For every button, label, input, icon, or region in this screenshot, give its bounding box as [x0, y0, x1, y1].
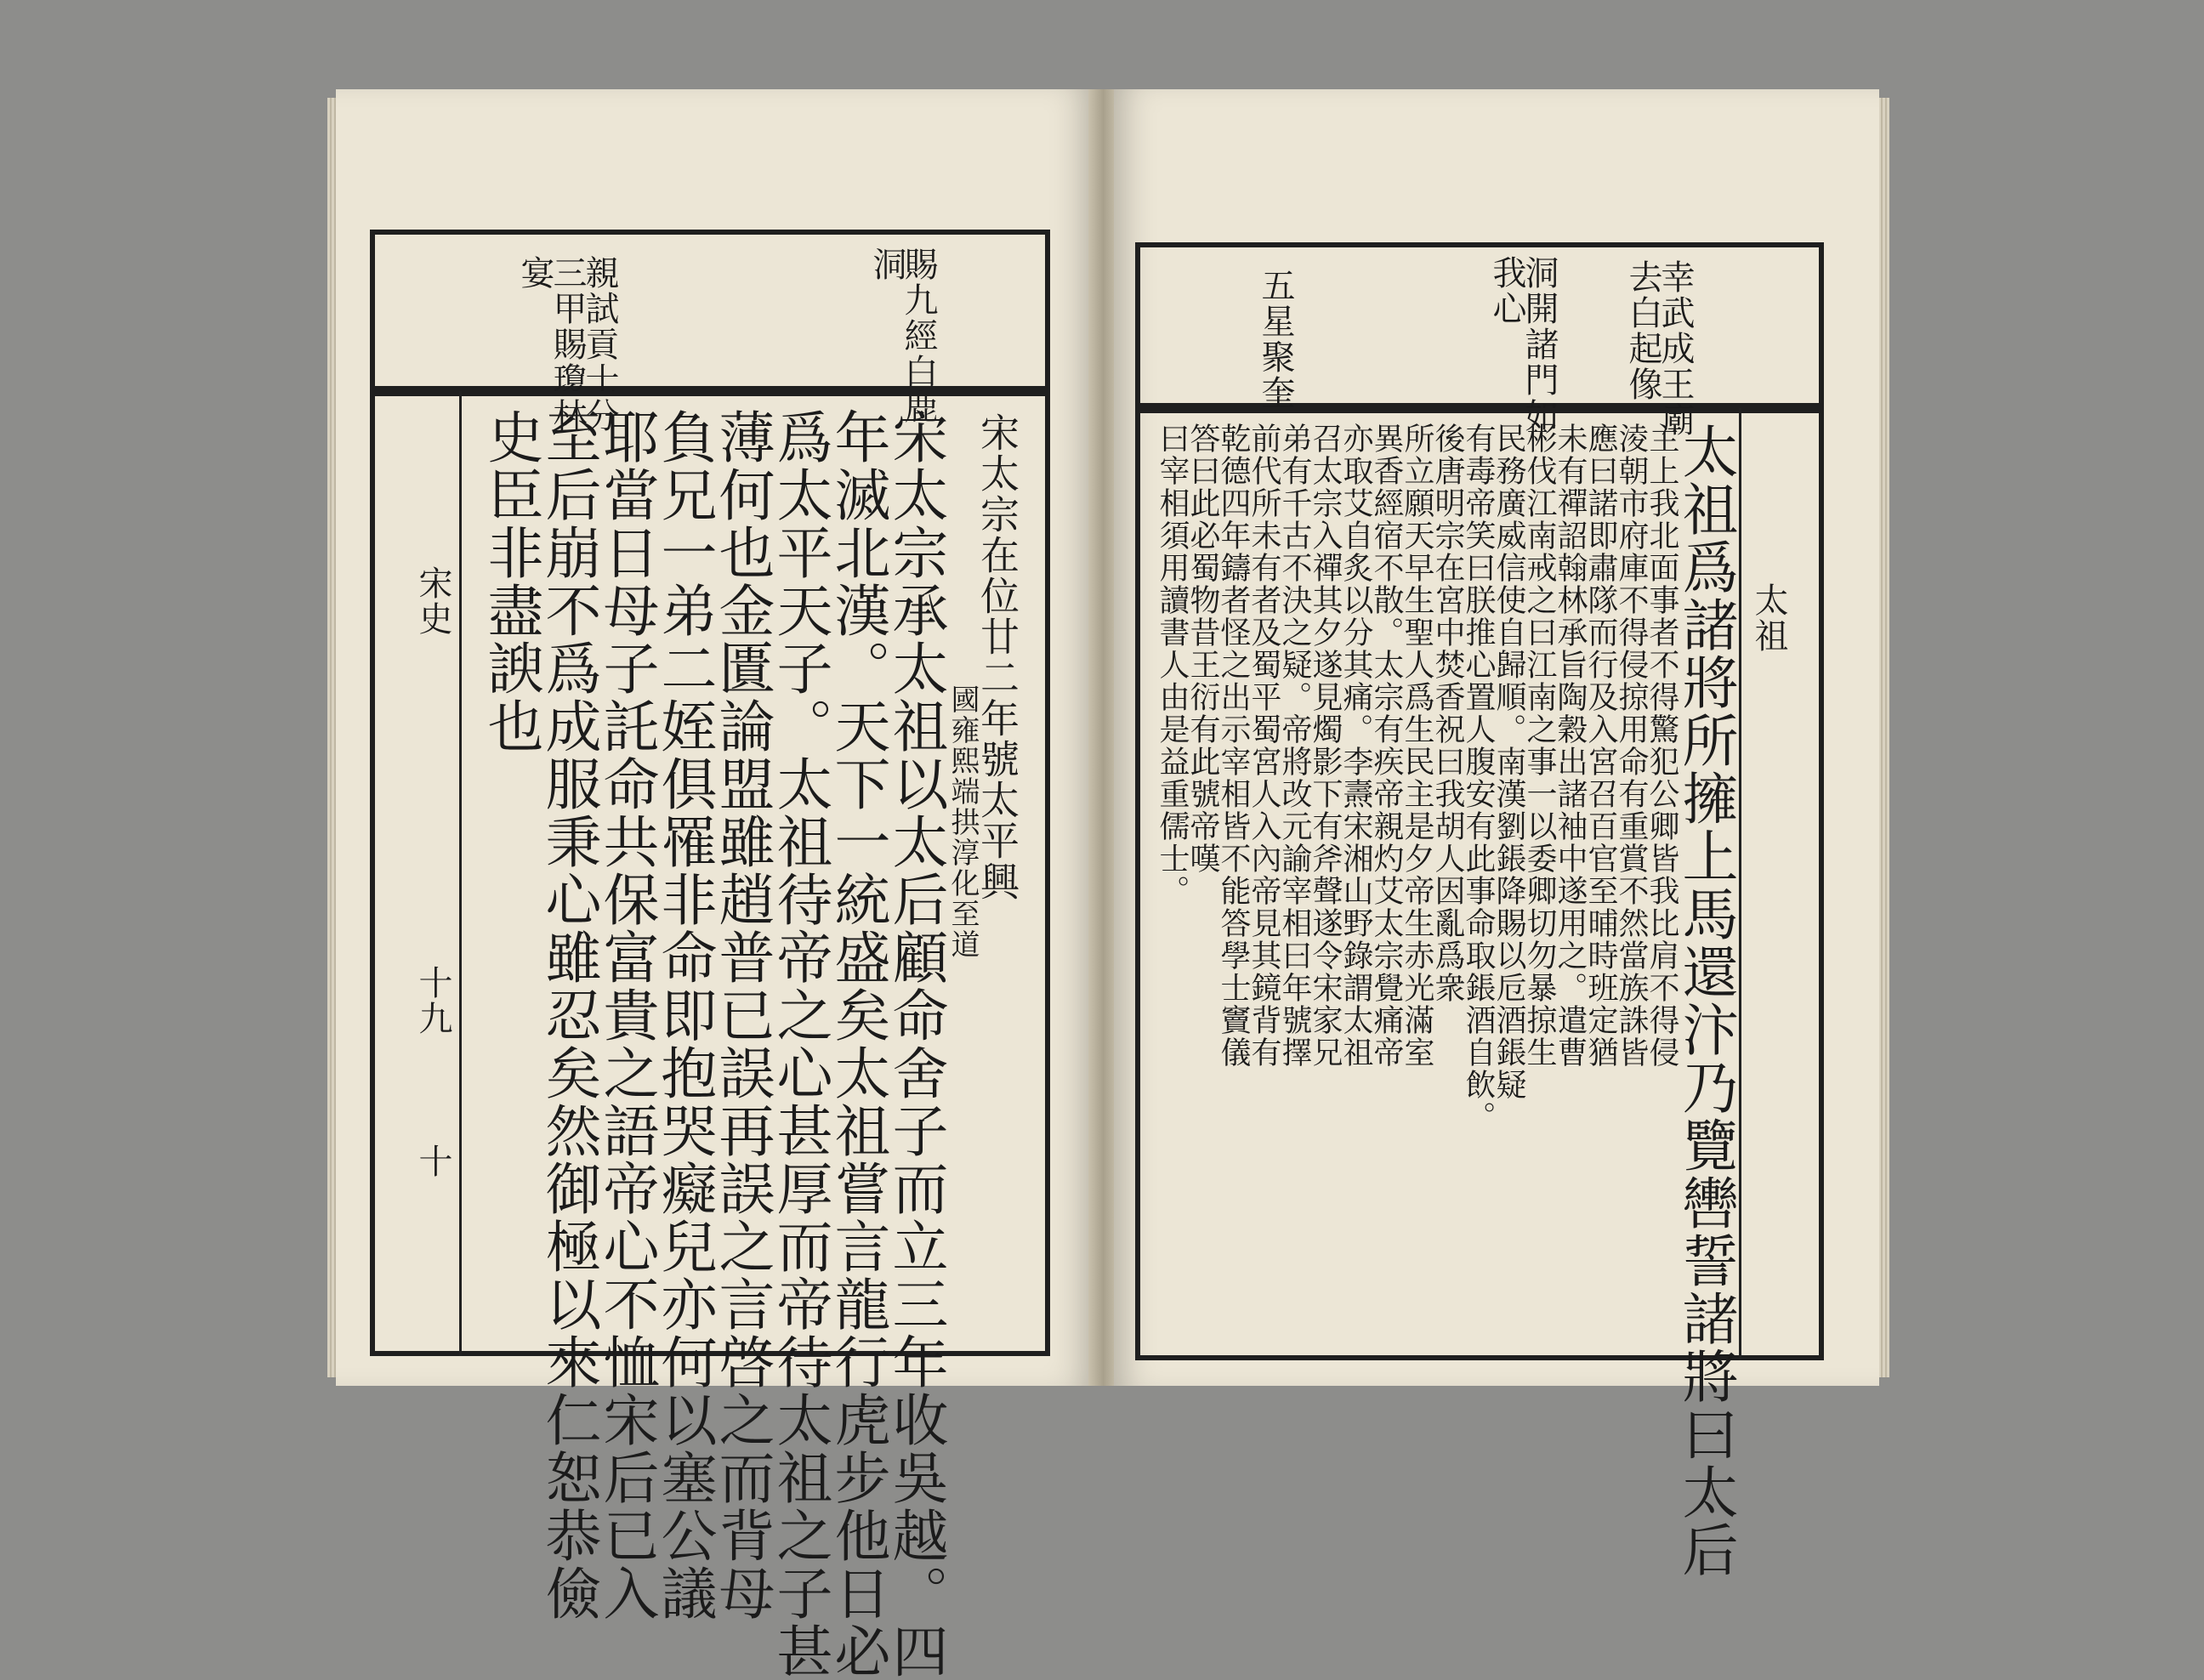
left-col-5: 薄何也金匱論盟雖趙普已誤再誤之言啓之而背母	[709, 408, 775, 1622]
left-header-box	[370, 230, 1050, 391]
left-header-line-5: 宴	[515, 255, 554, 291]
left-col-0: 宋太宗在位廿二年號太平興	[974, 412, 1020, 902]
left-header-line-3: 親試貢士分	[580, 255, 619, 434]
right-header-line-5: 五星聚奎	[1256, 268, 1295, 411]
left-margin-title: 宋史	[413, 565, 452, 637]
right-margin-title: 太祖	[1749, 582, 1788, 654]
right-col-9: 所立願天早生聖人爲生民主是夕帝生赤光滿室	[1400, 423, 1434, 1069]
right-col-0: 太祖爲諸將所擁上馬還汴乃覽轡誓諸將曰太后	[1673, 423, 1738, 1579]
right-col-3: 應曰諾即肅隊而行及入宮召百官至晡時班定猶	[1583, 423, 1618, 1069]
left-col-1: 國雍熙端拱淳化至道	[946, 684, 980, 960]
right-col-15: 乾德四年鑄者怪之出示宰相皆不能答學士竇儀	[1216, 423, 1251, 1069]
left-margin-rule	[459, 391, 462, 1356]
left-col-7: 耶當日母子託命共保富貴之語帝心不恤宋后已入	[594, 408, 659, 1622]
right-col-10: 異香經宿不散。太宗有疾帝親灼艾太宗覺痛帝	[1369, 423, 1404, 1069]
right-col-12: 召太宗入禪其夕遂見燭影下有斧聲遂令宋家兄	[1308, 423, 1343, 1069]
right-col-2: 淩朝市府庫不得侵掠用命有重賞不然當族誅皆	[1614, 423, 1649, 1069]
right-header-line-4: 我心	[1487, 255, 1526, 326]
right-col-14: 前代所未有者及蜀平蜀宮人入內帝見其鏡背有	[1247, 423, 1281, 1069]
left-col-3: 年滅北漢。天下一統盛矣太祖嘗言龍行虎步他日必	[825, 408, 890, 1680]
right-col-1: 主上我北面事者不得驚犯公卿皆我比肩不得侵	[1644, 423, 1679, 1069]
left-col-6: 負兄一弟二姪俱罹非命即抱哭癡兒亦何以塞公議	[651, 408, 717, 1622]
left-col-8: 至后崩不爲成服秉心雖忍矣然御極以來仁恕恭儉	[536, 408, 601, 1622]
right-col-5: 彬伐江南戒之曰江南之事一以委卿切勿暴掠生	[1522, 423, 1557, 1069]
right-header-line-3: 洞開諸門如	[1520, 255, 1559, 434]
left-header-line-2: 洞	[867, 247, 906, 282]
left-folio: 十	[413, 1144, 452, 1179]
left-col-9: 史臣非盡諛也	[478, 408, 543, 755]
left-page	[336, 89, 1093, 1680]
right-col-13: 弟有千古不決之疑。帝將改元諭宰相曰年號擇	[1277, 423, 1312, 1069]
right-header-box	[1135, 242, 1824, 408]
right-col-16: 答曰此必蜀物昔王衍有此號帝嘆	[1185, 423, 1220, 875]
right-col-6: 民務廣威信使自歸順。南漢劉鋹降賜以卮酒鋹疑	[1491, 423, 1526, 1101]
left-col-2: 宋太宗承太祖以太后顧命舍子而立三年收吳越。四	[883, 408, 948, 1680]
right-col-4: 未有禪詔翰林承旨陶穀出諸袖中遂用之。遣曹	[1553, 423, 1588, 1069]
right-header-line-2: 去白起像	[1623, 259, 1662, 402]
right-col-11: 亦取艾自炙以分其痛。李燾宋湘山野錄謂太祖	[1338, 423, 1373, 1069]
left-header-line-4: 三甲賜瓊林	[548, 255, 587, 434]
right-col-8: 後唐明宗在宮中焚香祝曰我胡人因亂爲衆	[1430, 423, 1465, 1004]
left-col-4: 爲太平天子。太祖待帝之心甚厚而帝待太祖之子甚	[767, 408, 832, 1680]
left-header-line-1: 賜九經白鹿	[899, 247, 938, 425]
right-header-line-1: 幸武成王廟	[1656, 259, 1695, 438]
right-margin-rule	[1739, 408, 1741, 1360]
left-page-number: 十九	[413, 965, 452, 1036]
right-col-7: 有毒帝笑曰朕推心置人腹安有此事命取鋹酒自飲。	[1461, 423, 1496, 1133]
right-col-17: 曰宰相須用讀書人由是益重儒士。	[1155, 423, 1190, 907]
right-page	[1114, 89, 1879, 1579]
open-book	[336, 89, 1879, 1680]
